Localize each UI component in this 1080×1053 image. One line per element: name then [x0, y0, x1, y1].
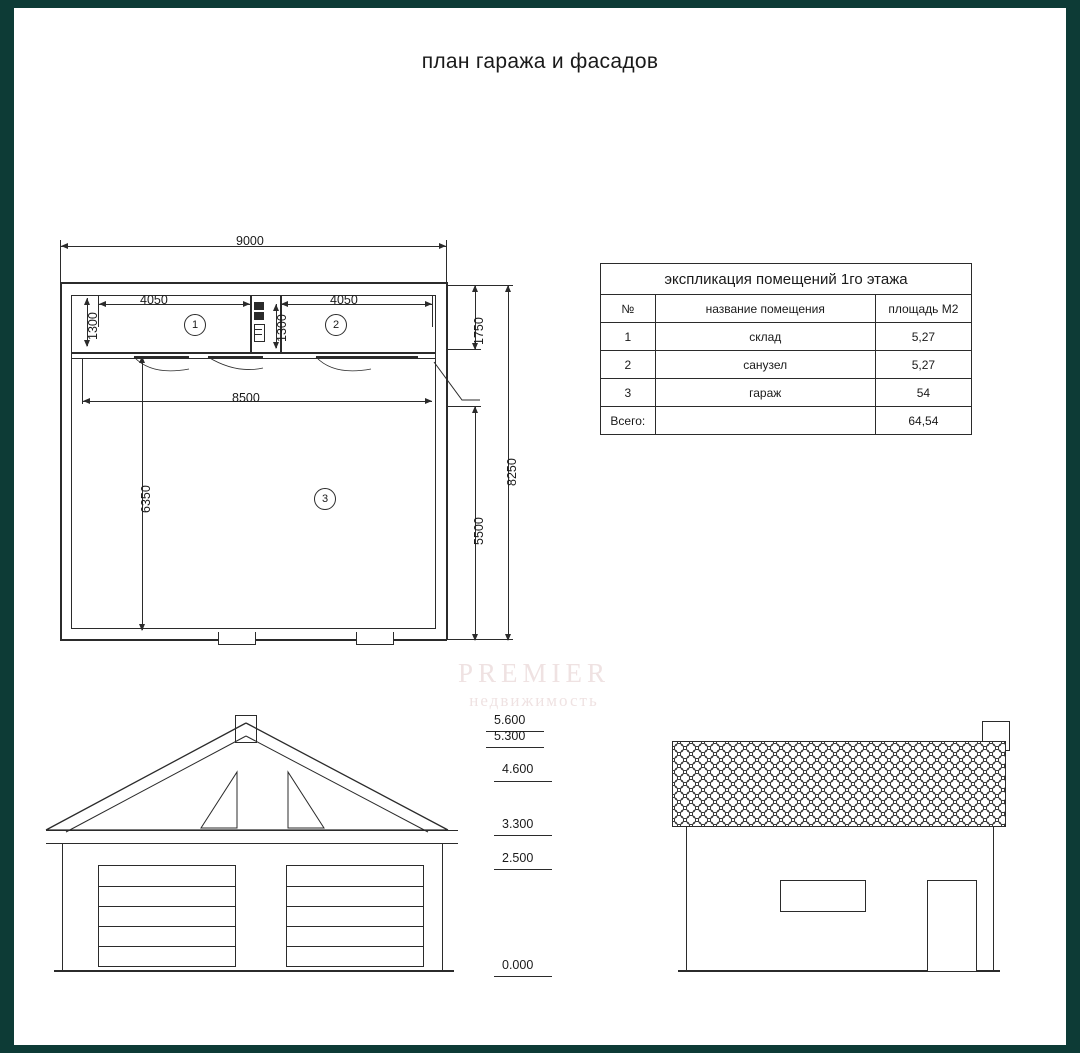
- table-total-blank: [655, 407, 875, 435]
- elev-rule-4600: [494, 781, 552, 782]
- table-row: [601, 323, 972, 351]
- table-cell-num: 1: [601, 323, 656, 351]
- table-col-header-area: площадь М2: [875, 295, 971, 323]
- footing-right: [356, 632, 394, 645]
- table-cell-area: 5,27: [875, 351, 971, 379]
- table-cell-name: гараж: [655, 379, 875, 407]
- page-title: план гаража и фасадов: [421, 50, 659, 73]
- fixture-symbol-3-line1: [255, 329, 262, 330]
- dim-label-1750: 1750: [472, 317, 486, 345]
- dim-arrow-down-1300-left: [84, 340, 90, 347]
- table-total-label: Всего:: [601, 407, 656, 435]
- dim-arrow-up-6350: [139, 356, 145, 363]
- table-row: [601, 379, 972, 407]
- drawing-sheet: [14, 8, 1066, 1045]
- elev-rule-3300: [494, 835, 552, 836]
- dim-arrow-right-8500: [425, 398, 432, 404]
- garage-door-left-slat-1: [98, 886, 235, 887]
- wall-top-inner: [71, 295, 436, 296]
- dim-arrow-left-4050-right: [281, 301, 288, 307]
- dim-arrow-down-1300-right: [273, 342, 279, 349]
- ext-4050-right-end: [432, 295, 433, 327]
- elev-rule-0000: [494, 976, 552, 977]
- ext-8250-bottom: [479, 639, 513, 640]
- dim-arrow-up-1300-left: [84, 298, 90, 305]
- dim-arrow-right-4050-right: [425, 301, 432, 307]
- table-cell-name: санузел: [655, 351, 875, 379]
- garage-door-right-slat-1: [286, 886, 423, 887]
- wall-left-outer: [60, 282, 62, 640]
- dim-tick-right-9000: [446, 240, 447, 253]
- dim-arrow-left-9000: [61, 243, 68, 249]
- wall-right-inner: [435, 295, 436, 628]
- garage-door-left: [98, 865, 236, 967]
- dim-arrow-down-6350: [139, 624, 145, 631]
- wall-left-inner: [71, 295, 72, 628]
- elev-label-3300: 3.300: [502, 817, 534, 831]
- elev-label-5300: 5.300: [494, 729, 526, 743]
- dim-label-6350: 6350: [139, 485, 153, 513]
- ext-line-right: [446, 253, 447, 283]
- ext-1750-top: [447, 285, 481, 286]
- elev-rule-5300: [486, 747, 544, 748]
- elev-label-0000: 0.000: [502, 958, 534, 972]
- ext-line-left: [60, 253, 61, 283]
- dim-line-4050-left: [98, 304, 250, 305]
- dim-label-9000: 9000: [236, 234, 264, 248]
- table-total-row: [601, 407, 972, 435]
- fixture-symbol-2: [254, 312, 264, 320]
- garage-door-right-slat-3: [286, 926, 423, 927]
- wall-bottom-inner: [71, 628, 436, 629]
- ext-8250-top: [479, 285, 513, 286]
- door-opening-4: [362, 356, 418, 358]
- elev-label-4600: 4.600: [502, 762, 534, 776]
- table-row: [601, 351, 972, 379]
- dim-arrow-up-5500: [472, 406, 478, 413]
- watermark: [414, 658, 654, 711]
- fixture-symbol-3-line2: [255, 334, 262, 335]
- fixture-symbol-3: [254, 324, 265, 342]
- ext-8500-left: [82, 358, 83, 404]
- partition-rooms-garage: [71, 352, 436, 354]
- dim-label-5500: 5500: [472, 517, 486, 545]
- watermark-line-1: PREMIER: [457, 658, 611, 688]
- elev-label-2500: 2.500: [502, 851, 534, 865]
- gable-vent-left: [199, 770, 261, 832]
- wall-right-elev: [442, 843, 443, 971]
- table-total-area: 64,54: [875, 407, 971, 435]
- dim-arrow-up-1750: [472, 285, 478, 292]
- partition-center-left: [250, 295, 252, 353]
- ext-5500-bottom: [447, 639, 481, 640]
- wall-left-elev: [62, 843, 63, 971]
- garage-door-right: [286, 865, 424, 967]
- door-arc-3: [314, 356, 374, 378]
- fixture-symbol-1: [254, 302, 264, 310]
- side-window: [780, 880, 866, 912]
- wall-top-outer: [60, 282, 447, 284]
- garage-door-left-slat-3: [98, 926, 235, 927]
- ext-1750-bottom: [447, 349, 481, 350]
- dim-arrow-up-1300-right: [273, 304, 279, 311]
- footing-left: [218, 632, 256, 645]
- dim-label-4050-left: 4050: [140, 293, 168, 307]
- roof-hatch-panel: [672, 741, 1006, 827]
- wall-right-outer: [446, 282, 448, 640]
- garage-door-left-slat-2: [98, 906, 235, 907]
- room-marker-2: 2: [325, 314, 347, 336]
- dim-label-1300-right: 1300: [275, 314, 289, 342]
- dim-label-8250: 8250: [505, 458, 519, 486]
- dim-arrow-up-8250: [505, 285, 511, 292]
- dim-label-8500: 8500: [232, 391, 260, 405]
- eave-line-bottom: [46, 843, 458, 844]
- table-cell-num: 2: [601, 351, 656, 379]
- table-col-header-name: название помещения: [655, 295, 875, 323]
- table-col-header-num: №: [601, 295, 656, 323]
- door-arc-2: [206, 356, 266, 378]
- elev-label-5600: 5.600: [494, 713, 526, 727]
- dim-arrow-right-9000: [439, 243, 446, 249]
- room-marker-3: 3: [314, 488, 336, 510]
- dim-arrow-left-8500: [83, 398, 90, 404]
- elev-rule-2500: [494, 869, 552, 870]
- table-cell-name: склад: [655, 323, 875, 351]
- gable-vent-right: [274, 770, 336, 832]
- dim-arrow-right-4050-left: [243, 301, 250, 307]
- room-marker-1: 1: [184, 314, 206, 336]
- ext-5500-top: [447, 406, 481, 407]
- side-door: [927, 880, 977, 971]
- table-header-title: экспликация помещений 1го этажа: [601, 264, 972, 295]
- ground-line: [54, 970, 454, 972]
- table-cell-num: 3: [601, 379, 656, 407]
- leader-line: [432, 360, 482, 412]
- dim-label-1300-left: 1300: [86, 312, 100, 340]
- dim-arrow-left-4050-left: [99, 301, 106, 307]
- table-cell-area: 5,27: [875, 323, 971, 351]
- garage-door-left-slat-4: [98, 946, 235, 947]
- table-cell-area: 54: [875, 379, 971, 407]
- dim-label-4050-right: 4050: [330, 293, 358, 307]
- watermark-line-2: недвижимость: [469, 691, 599, 710]
- garage-door-right-slat-2: [286, 906, 423, 907]
- garage-door-right-slat-4: [286, 946, 423, 947]
- room-schedule-table: [600, 263, 972, 435]
